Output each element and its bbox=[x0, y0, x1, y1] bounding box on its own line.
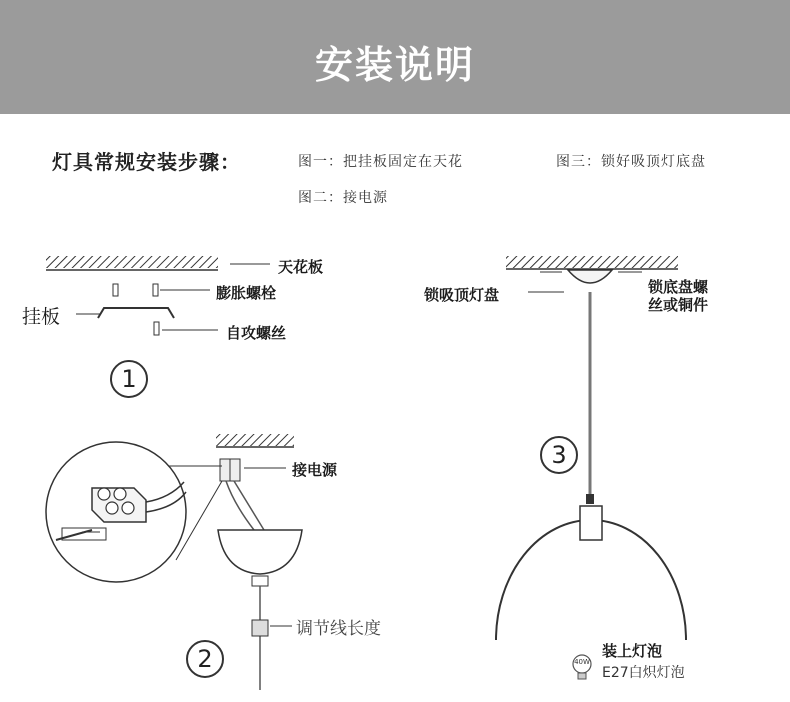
self-tapping-screw bbox=[154, 322, 159, 335]
canopy-bowl bbox=[218, 530, 302, 574]
ceiling-hatch bbox=[506, 256, 678, 268]
label-lock-line-2: 丝或铜件 bbox=[648, 296, 709, 314]
ceiling-hatch bbox=[216, 434, 294, 446]
label-self-tapping-screw: 自攻螺丝 bbox=[226, 324, 287, 342]
step-2-text: 图二：接电源 bbox=[298, 190, 388, 206]
figure-2-drawing bbox=[46, 434, 302, 690]
label-canopy: 锁吸顶灯盘 bbox=[424, 286, 500, 304]
label-mounting-plate: 挂板 bbox=[22, 306, 61, 328]
figure-3-drawing bbox=[496, 256, 686, 679]
page-title: 安装说明 bbox=[314, 43, 475, 87]
figure-2-number: 2 bbox=[186, 640, 224, 678]
step-1-text: 图一：把挂板固定在天花 bbox=[298, 154, 463, 170]
expansion-bolt bbox=[113, 284, 118, 296]
expansion-bolt bbox=[153, 284, 158, 296]
ceiling-canopy bbox=[568, 270, 612, 283]
label-connect-power: 接电源 bbox=[292, 461, 338, 479]
figure-3-number: 3 bbox=[540, 436, 578, 474]
label-install-bulb: 装上灯泡 bbox=[602, 642, 663, 660]
label-expansion-bolt: 膨胀螺栓 bbox=[216, 284, 277, 302]
figure-1-number: 1 bbox=[110, 360, 148, 398]
label-ceiling: 天花板 bbox=[278, 258, 324, 276]
label-adjust-length: 调节线长度 bbox=[296, 619, 381, 639]
mounting-plate bbox=[98, 308, 174, 318]
label-lock-line-1: 锁底盘螺 bbox=[648, 278, 709, 296]
cord-adjuster bbox=[252, 620, 268, 636]
bulb-wattage-badge: 40W bbox=[574, 658, 590, 666]
label-bulb-type: E27白炽灯泡 bbox=[602, 665, 685, 681]
steps-heading: 灯具常规安装步骤： bbox=[52, 150, 241, 174]
step-3-text: 图三：锁好吸顶灯底盘 bbox=[556, 154, 706, 170]
ceiling-hatch bbox=[46, 256, 218, 268]
lamp-socket bbox=[580, 506, 602, 540]
